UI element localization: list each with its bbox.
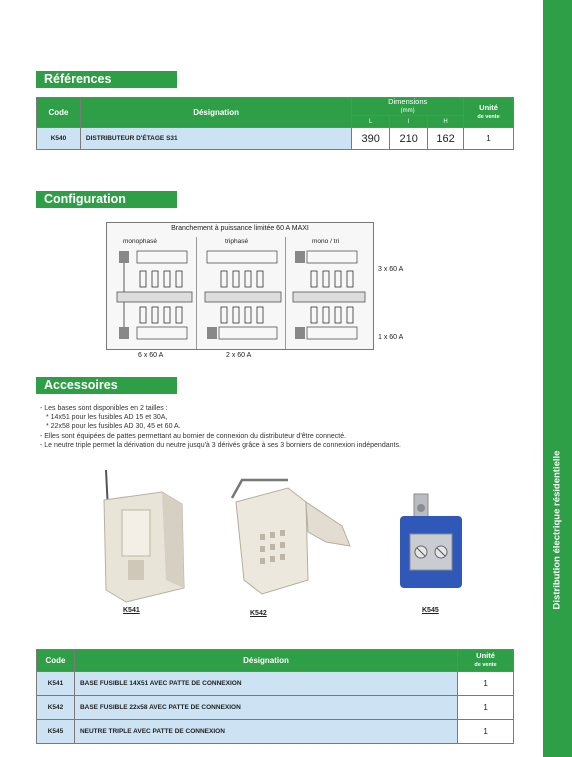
accessory-line: - Le neutre triple permet la dérivation du neutre jusqu'à 3 dérivés grâce à ses 3 borniers de connexion indépendants. <box>40 441 401 449</box>
row-designation: BASE FUSIBLE 14X51 AVEC PATTE DE CONNEXION <box>74 672 457 696</box>
references-row <box>37 128 514 150</box>
table-row <box>37 672 514 696</box>
unit-label: Unité <box>476 651 495 660</box>
accessory-line: - Elles sont équipées de pattes permettant au bornier de connexion du distributeur d'être connecté. <box>40 432 347 440</box>
configuration-heading: Configuration <box>36 191 177 208</box>
col-L: L <box>352 116 390 128</box>
row-designation: NEUTRE TRIPLE AVEC PATTE DE CONNEXION <box>74 720 457 744</box>
col-H: H <box>428 116 464 128</box>
diagram-drawing <box>107 247 373 347</box>
row-code: K542 <box>37 696 75 720</box>
row-unit: 1 <box>458 720 514 744</box>
fuse-base-k541-image <box>92 470 192 608</box>
wiring-diagram <box>106 222 374 350</box>
side-band <box>543 0 572 757</box>
caption-k545: K545 <box>422 607 439 614</box>
col-code: Code <box>37 650 75 672</box>
accessory-line: - Les bases sont disponibles en 2 tailles : <box>40 405 168 412</box>
col-designation: Désignation <box>74 650 457 672</box>
diagram-col-tri: triphasé <box>225 238 249 245</box>
row-H: 162 <box>428 128 464 150</box>
accessory-line: * 14x51 pour les fusibles AD 15 et 30A, <box>46 414 168 422</box>
accessories-heading: Accessoires <box>36 377 177 394</box>
references-table <box>36 97 514 150</box>
unit-sub-label: de vente <box>474 662 497 668</box>
row-code: K545 <box>37 720 75 744</box>
table-row <box>37 720 514 744</box>
products-table <box>36 649 514 744</box>
row-unit: 1 <box>458 696 514 720</box>
diagram-label-1x60: 1 x 60 A <box>378 334 404 341</box>
diagram-col-mono: monophasé <box>123 238 157 245</box>
fuse-base-k542-image <box>222 472 358 608</box>
diagram-label-2x60: 2 x 60 A <box>226 352 252 359</box>
row-designation: DISTRIBUTEUR D'ÉTAGE S31 <box>80 128 351 150</box>
diagram-col-monotri: mono / tri <box>312 238 340 245</box>
row-unit: 1 <box>458 672 514 696</box>
caption-k541: K541 <box>123 607 140 614</box>
unit-label: Unité <box>479 103 498 112</box>
row-code: K540 <box>37 128 81 150</box>
col-l: l <box>390 116 428 128</box>
accessories-description <box>40 404 401 450</box>
dimensions-label: Dimensions <box>388 97 428 106</box>
references-heading: Références <box>36 71 177 88</box>
diagram-title: Branchement à puissance limitée 60 A MAXI <box>171 225 309 232</box>
row-l: 210 <box>390 128 428 150</box>
col-unit <box>458 650 514 672</box>
col-unit <box>464 98 514 128</box>
row-L: 390 <box>352 128 390 150</box>
diagram-label-3x60: 3 x 60 A <box>378 266 404 273</box>
col-dimensions <box>352 98 464 116</box>
side-band-label: Distribution électrique résidentielle <box>551 450 563 610</box>
neutral-k545-image <box>396 490 466 600</box>
diagram-label-6x60: 6 x 60 A <box>138 352 164 359</box>
row-designation: BASE FUSIBLE 22x58 AVEC PATTE DE CONNEXION <box>74 696 457 720</box>
caption-k542: K542 <box>250 610 267 617</box>
row-unit: 1 <box>464 128 514 150</box>
col-code: Code <box>37 98 81 128</box>
dimensions-unit: (mm) <box>400 108 415 114</box>
unit-sub-label: de vente <box>477 114 500 120</box>
table-row <box>37 696 514 720</box>
accessory-line: * 22x58 pour les fusibles AD 30, 45 et 60 A. <box>46 423 181 431</box>
col-designation: Désignation <box>80 98 351 128</box>
row-code: K541 <box>37 672 75 696</box>
